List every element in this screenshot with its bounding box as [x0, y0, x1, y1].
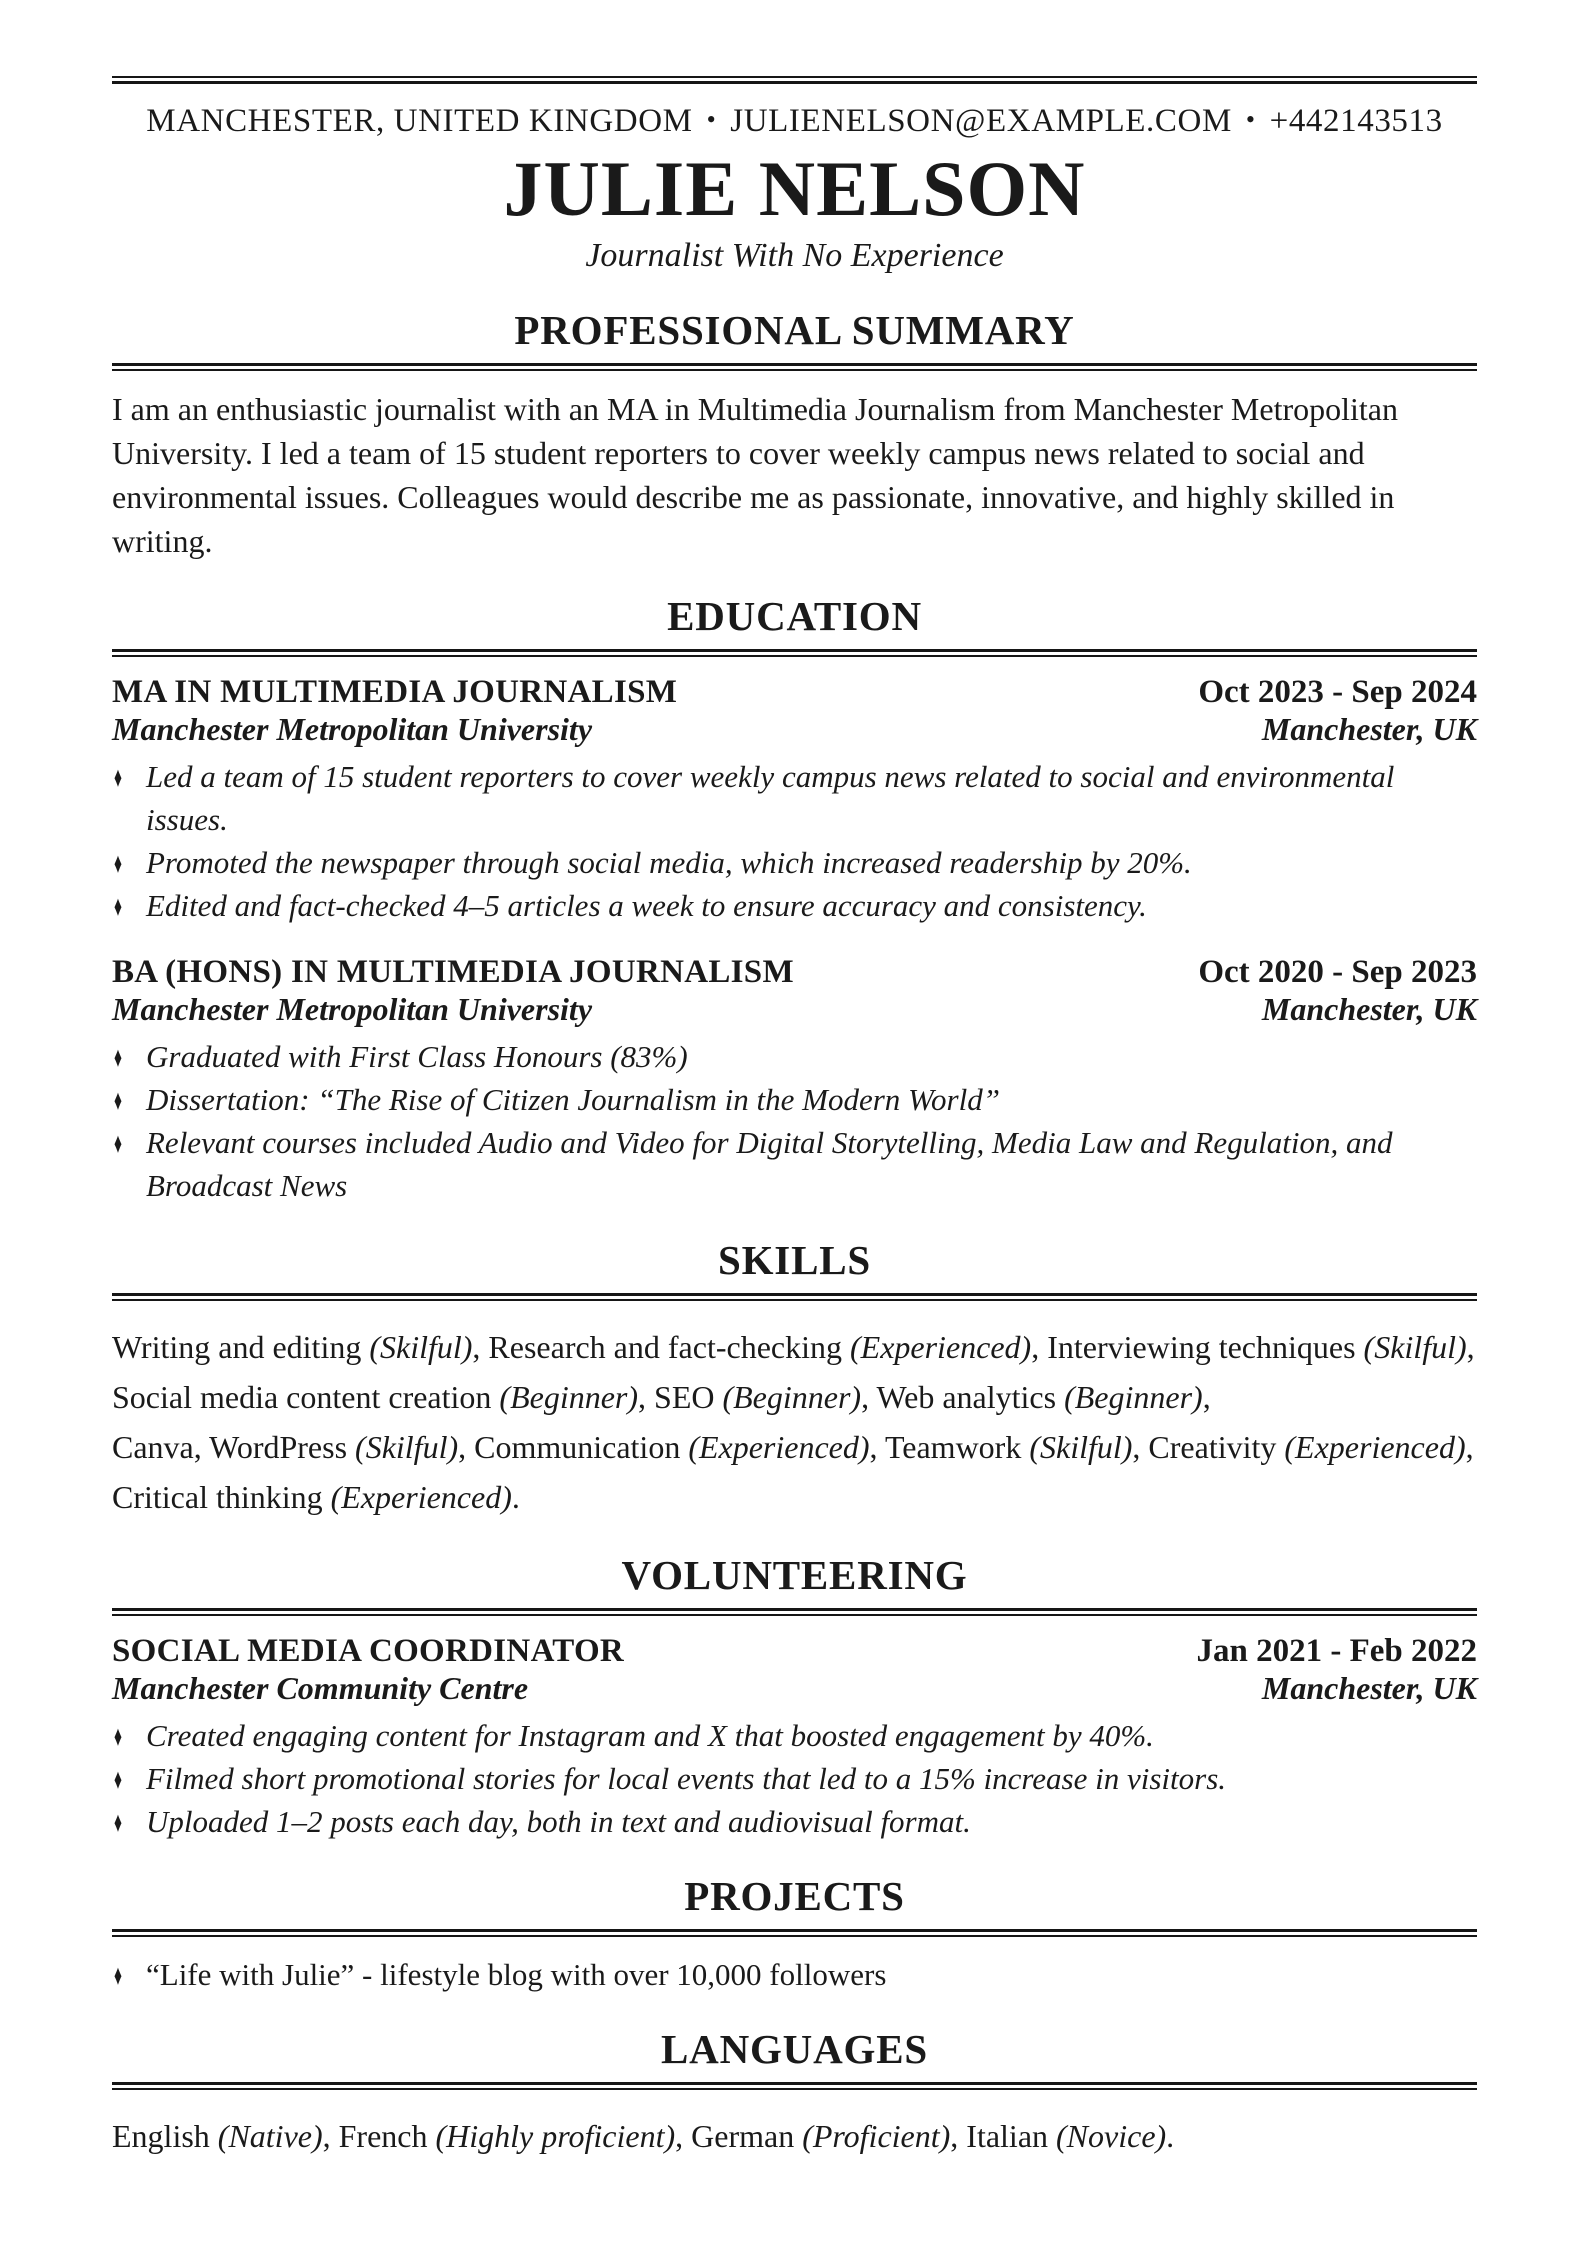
text-segment: Writing and editing: [112, 1329, 370, 1365]
header-top-rule: [112, 76, 1477, 84]
text-segment: English: [112, 2118, 218, 2154]
section-heading-languages: LANGUAGES: [661, 2026, 928, 2072]
contact-separator-dot: •: [1245, 105, 1256, 134]
entry-header: [112, 953, 1477, 1027]
text-segment: , SEO: [638, 1379, 723, 1415]
entry-dates: Oct 2020 - Sep 2023: [1198, 954, 1477, 990]
entry-header-right: [1198, 953, 1477, 1027]
text-segment: .: [511, 1479, 520, 1515]
text-segment: ,: [1465, 1429, 1474, 1465]
bullet-text: Graduated with First Class Honours (83%): [146, 1039, 688, 1074]
text-segment: (Skilful): [1363, 1329, 1467, 1365]
entry-location: Manchester, UK: [1261, 991, 1477, 1027]
text-segment: , Creativity: [1132, 1429, 1285, 1465]
summary-paragraph: I am an enthusiastic journalist with an MA in Multimedia Journalism from Manchester Metropolitan University. I led a team of 15 student reporters to cover weekly campus news related to social and environmental issues. Colleagues would describe me as passionate, innovative, and highly skilled in writing.: [112, 391, 1398, 559]
section-rule: [112, 649, 1477, 657]
contact-phone: +442143513: [1269, 103, 1443, 139]
entry-bullet-list: [112, 755, 1477, 927]
text-segment: (Experienced): [849, 1329, 1032, 1365]
text-segment: ,: [1466, 1329, 1475, 1365]
text-segment: , Communication: [458, 1429, 689, 1465]
contact-line: [112, 100, 1477, 141]
bullet-text: Edited and fact-checked 4–5 articles a week to ensure accuracy and consistency.: [146, 888, 1147, 923]
skills-line: [112, 1473, 1477, 1522]
entry-title: SOCIAL MEDIA COORDINATOR: [112, 1633, 625, 1669]
entry-dates: Oct 2023 - Sep 2024: [1198, 674, 1477, 710]
section-rule: [112, 1929, 1477, 1937]
bullet-item: [112, 1800, 1477, 1843]
entry-title: MA IN MULTIMEDIA JOURNALISM: [112, 674, 678, 710]
contact-email: JULIENELSON@EXAMPLE.COM: [730, 103, 1232, 139]
bullet-item: [112, 1035, 1477, 1078]
text-segment: , Web analytics: [861, 1379, 1065, 1415]
entry-header-left: [112, 673, 677, 747]
section-heading-education: EDUCATION: [667, 593, 922, 639]
candidate-name: JULIE NELSON: [503, 145, 1086, 232]
section-languages: [112, 2026, 1477, 2161]
entry-organization: Manchester Community Centre: [112, 1670, 529, 1706]
text-segment: , Interviewing techniques: [1031, 1329, 1364, 1365]
text-segment: , Teamwork: [869, 1429, 1030, 1465]
text-segment: (Beginner): [499, 1379, 639, 1415]
bullet-text: Led a team of 15 student reporters to cover weekly campus news related to social and environmental issues.: [146, 759, 1395, 837]
diamond-bullet-icon: ♦: [114, 847, 122, 879]
diamond-bullet-icon: ♦: [114, 761, 122, 793]
education-entry-ma: [112, 673, 1477, 927]
entry-header-right: [1197, 1632, 1478, 1706]
text-segment: .: [1166, 2118, 1175, 2154]
text-segment: (Beginner): [1064, 1379, 1203, 1415]
text-segment: , Italian: [950, 2118, 1057, 2154]
bullet-item: [112, 1714, 1477, 1757]
entry-dates: Jan 2021 - Feb 2022: [1196, 1633, 1477, 1669]
languages-line: [112, 2112, 1477, 2161]
entry-header-left: [112, 1632, 624, 1706]
entry-location: Manchester, UK: [1261, 1670, 1477, 1706]
text-segment: (Native): [217, 2118, 323, 2154]
text-segment: (Beginner): [722, 1379, 862, 1415]
text-segment: (Skilful): [369, 1329, 473, 1365]
text-segment: , French: [322, 2118, 436, 2154]
text-segment: (Skilful): [1029, 1429, 1133, 1465]
entry-organization: Manchester Metropolitan University: [112, 991, 593, 1027]
text-segment: (Experienced): [330, 1479, 512, 1515]
entry-header-left: [112, 953, 794, 1027]
text-segment: Critical thinking: [112, 1479, 331, 1515]
bullet-item: [112, 1078, 1477, 1121]
text-segment: (Experienced): [688, 1429, 870, 1465]
diamond-bullet-icon: ♦: [114, 1763, 122, 1795]
section-heading-summary: PROFESSIONAL SUMMARY: [514, 307, 1075, 353]
entry-title: BA (HONS) IN MULTIMEDIA JOURNALISM: [112, 954, 794, 990]
bullet-item: [112, 755, 1477, 841]
section-volunteering: [112, 1552, 1477, 1843]
diamond-bullet-icon: ♦: [114, 1720, 122, 1752]
text-segment: (Proficient): [802, 2118, 951, 2154]
entry-location: Manchester, UK: [1261, 711, 1477, 747]
diamond-bullet-icon: ♦: [114, 1806, 122, 1838]
diamond-bullet-icon: ♦: [114, 1959, 122, 1991]
text-segment: ,: [1202, 1379, 1211, 1415]
bullet-text: Promoted the newspaper through social media, which increased readership by 20%.: [146, 845, 1192, 880]
entry-header: [112, 673, 1477, 747]
bullet-item: [112, 1121, 1477, 1207]
bullet-item: [112, 841, 1477, 884]
candidate-title: Journalist With No Experience: [585, 237, 1004, 274]
section-rule: [112, 363, 1477, 371]
text-segment: , Research and fact-checking: [472, 1329, 850, 1365]
text-segment: Social media content creation: [112, 1379, 500, 1415]
contact-separator-dot: •: [706, 105, 717, 134]
entry-bullet-list: [112, 1035, 1477, 1207]
section-projects: [112, 1873, 1477, 1996]
entry-organization: Manchester Metropolitan University: [112, 711, 593, 747]
bullet-item: [112, 884, 1477, 927]
skills-line: [112, 1373, 1477, 1422]
text-segment: (Experienced): [1284, 1429, 1466, 1465]
projects-bullet-list: [112, 1953, 1477, 1996]
diamond-bullet-icon: ♦: [114, 890, 122, 922]
text-segment: , German: [675, 2118, 803, 2154]
section-education: [112, 593, 1477, 1207]
bullet-item: [112, 1757, 1477, 1800]
bullet-text: Dissertation: “The Rise of Citizen Journalism in the Modern World”: [146, 1082, 1000, 1117]
section-heading-projects: PROJECTS: [684, 1873, 905, 1919]
entry-bullet-list: [112, 1714, 1477, 1843]
bullet-text: “Life with Julie” - lifestyle blog with over 10,000 followers: [146, 1957, 887, 1992]
bullet-item: [112, 1953, 1477, 1996]
diamond-bullet-icon: ♦: [114, 1127, 122, 1159]
section-professional-summary: [112, 307, 1477, 563]
education-entry-ba: [112, 953, 1477, 1207]
diamond-bullet-icon: ♦: [114, 1084, 122, 1116]
diamond-bullet-icon: ♦: [114, 1041, 122, 1073]
skills-line: [112, 1323, 1477, 1372]
section-heading-volunteering: VOLUNTEERING: [621, 1552, 968, 1598]
bullet-text: Relevant courses included Audio and Video for Digital Storytelling, Media Law and Regulation, and Broadcast News: [146, 1125, 1393, 1203]
section-skills: [112, 1237, 1477, 1522]
text-segment: Canva, WordPress: [112, 1429, 356, 1465]
text-segment: (Novice): [1056, 2118, 1167, 2154]
text-segment: (Highly proficient): [435, 2118, 676, 2154]
section-heading-skills: SKILLS: [718, 1237, 871, 1283]
bullet-text: Uploaded 1–2 posts each day, both in text and audiovisual format.: [146, 1804, 971, 1839]
section-rule: [112, 1608, 1477, 1616]
entry-header-right: [1198, 673, 1477, 747]
contact-location: MANCHESTER, UNITED KINGDOM: [146, 103, 693, 139]
section-rule: [112, 2082, 1477, 2090]
section-rule: [112, 1293, 1477, 1301]
bullet-text: Created engaging content for Instagram and X that boosted engagement by 40%.: [146, 1718, 1154, 1753]
text-segment: (Skilful): [355, 1429, 459, 1465]
entry-header: [112, 1632, 1477, 1706]
bullet-text: Filmed short promotional stories for local events that led to a 15% increase in visitors.: [146, 1761, 1227, 1796]
volunteering-entry: [112, 1632, 1477, 1843]
skills-line: [112, 1423, 1477, 1472]
